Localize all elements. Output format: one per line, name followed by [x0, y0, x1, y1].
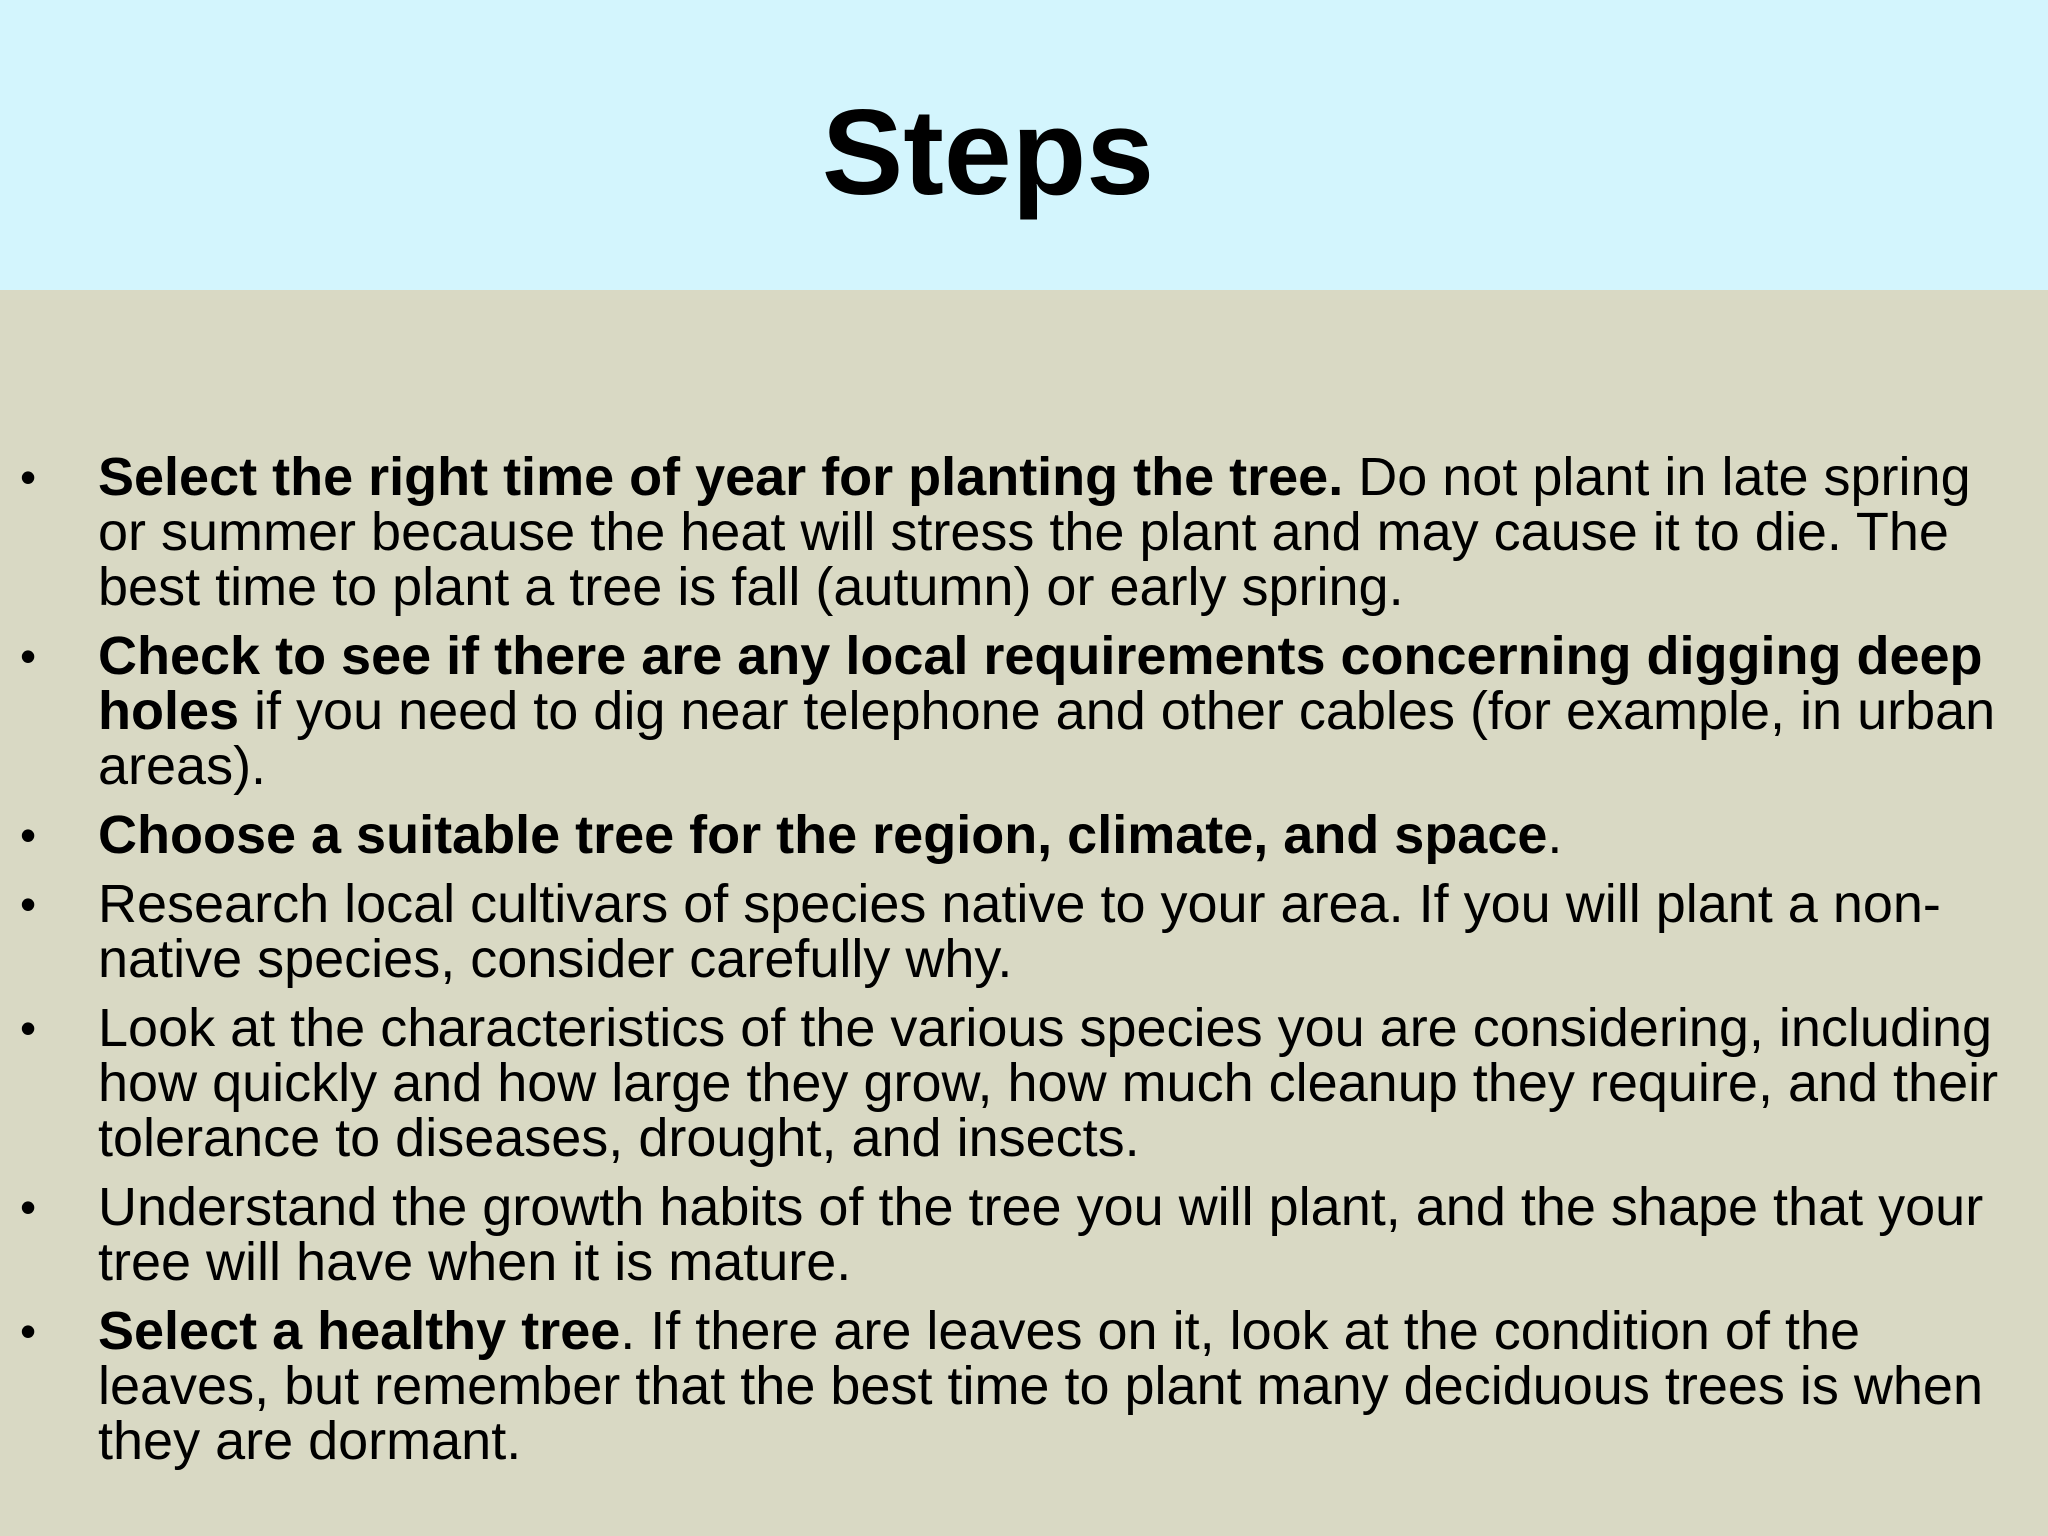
item-text: if you need to dig near telephone and other cables (for example, in urban areas).	[98, 681, 1996, 796]
list-item	[0, 1301, 2048, 1471]
item-text: . If there are leaves on it, look at the condition of the leaves, but remember that the best time to plant many deciduous trees is when they are dormant.	[98, 1301, 1983, 1471]
item-bold-text: Select a healthy tree	[98, 1301, 621, 1361]
bullet-icon: •	[20, 630, 37, 682]
slide-title: Steps	[821, 84, 1155, 220]
item-text: Do not plant in late spring or summer because the heat will stress the plant and may cause it to die. The best time to plant a tree is fall (autumn) or early spring.	[98, 447, 1971, 617]
item-text: Look at the characteristics of the various species you are considering, including how quickly and how large they grow, how much cleanup they require, and their tolerance to diseases, drought, and insects.	[98, 998, 1999, 1168]
item-bold-text: Choose a suitable tree for the region, climate, and space	[98, 805, 1548, 865]
list-item	[0, 447, 2048, 617]
list-item	[0, 626, 2048, 796]
item-bold-text: Select the right time of year for planting the tree.	[98, 447, 1344, 507]
bullet-icon: •	[20, 1181, 37, 1233]
bullet-icon: •	[20, 451, 37, 503]
bullet-icon: •	[20, 1002, 37, 1054]
item-text: Understand the growth habits of the tree you will plant, and the shape that your tree will have when it is mature.	[98, 1177, 1984, 1292]
list-item	[0, 805, 2048, 865]
list-item	[0, 1177, 2048, 1292]
slide-content	[0, 447, 2048, 1483]
bullet-list	[0, 447, 2048, 1471]
list-item	[0, 874, 2048, 989]
item-bold-text: Check to see if there are any local requirements concerning digging deep holes	[98, 626, 1983, 741]
item-text: Research local cultivars of species native to your area. If you will plant a non-native species, consider carefully why.	[98, 874, 1941, 989]
bullet-icon: •	[20, 1305, 37, 1357]
bullet-icon: •	[20, 809, 37, 861]
bullet-icon: •	[20, 878, 37, 930]
item-text: .	[1547, 805, 1563, 865]
list-item	[0, 998, 2048, 1168]
